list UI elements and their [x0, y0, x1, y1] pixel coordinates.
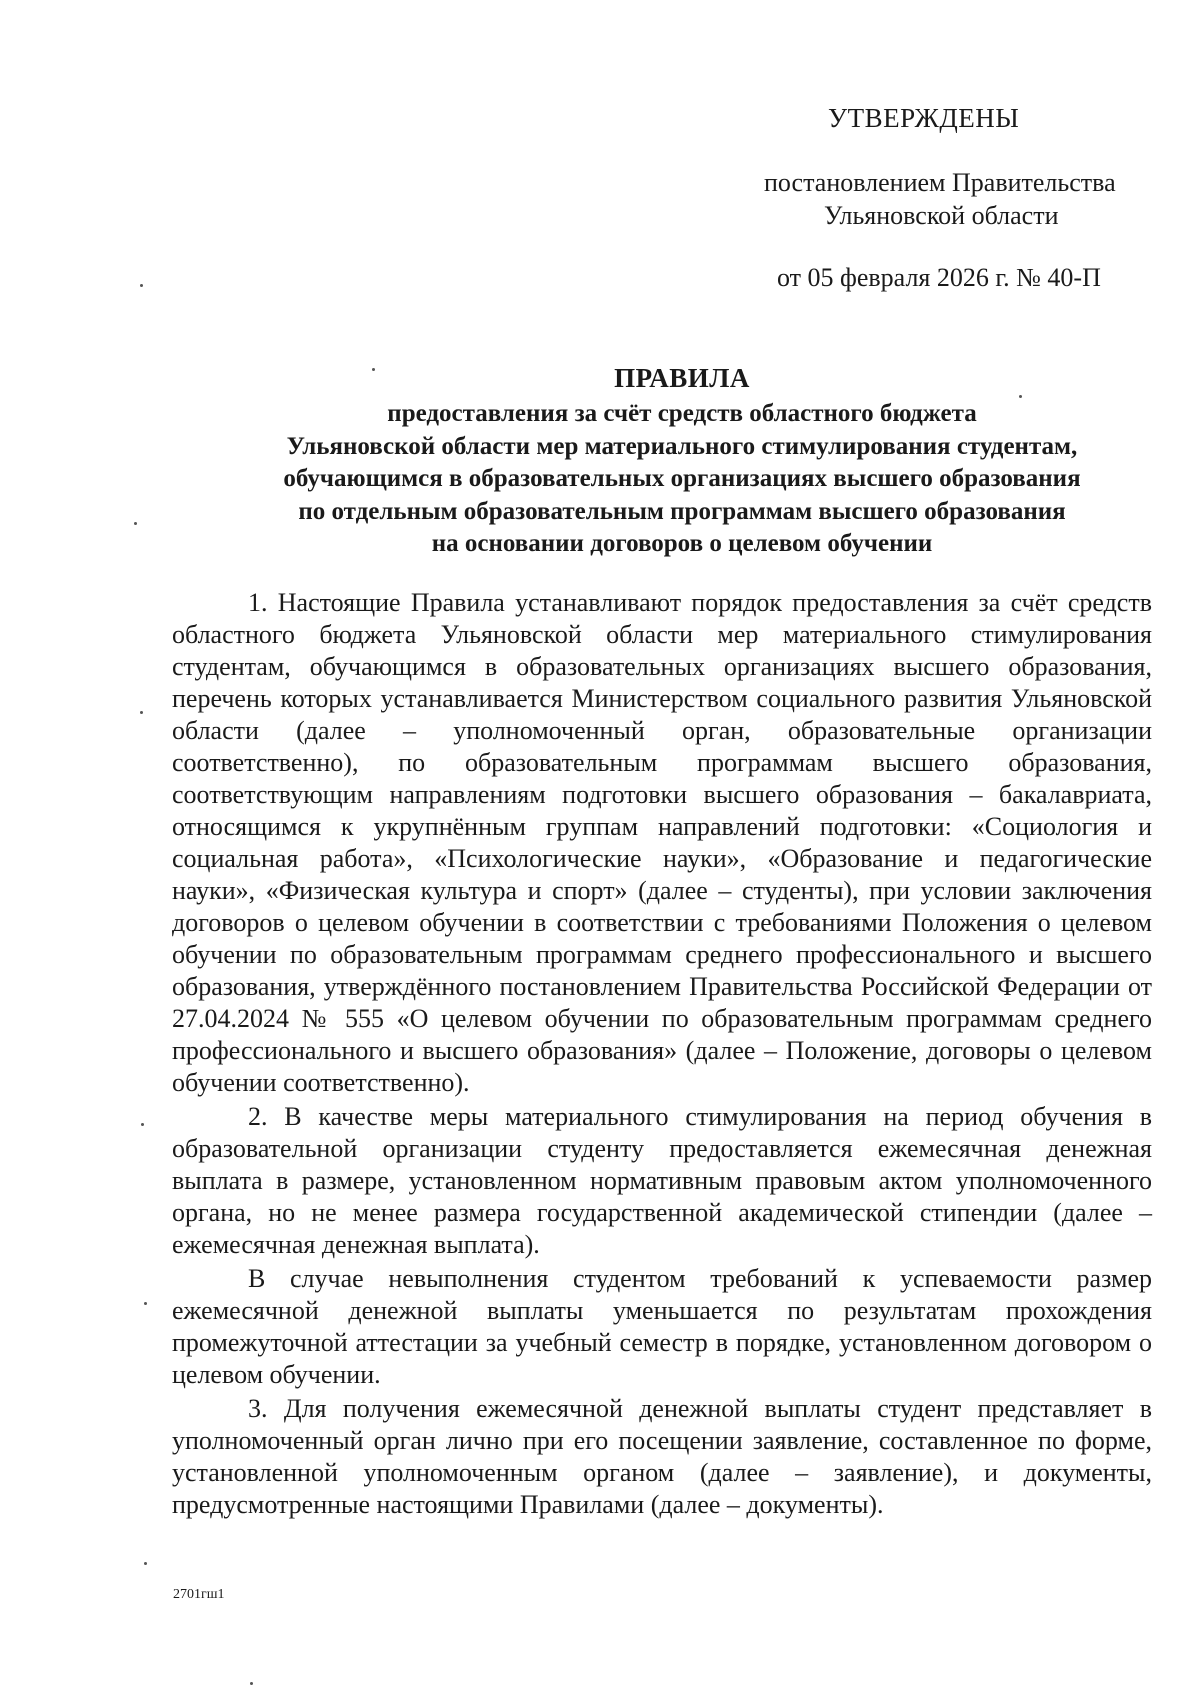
scan-speck	[144, 1562, 147, 1565]
approval-title: УТВЕРЖДЕНЫ	[828, 103, 1020, 133]
scan-speck	[250, 1682, 253, 1685]
subtitle-line: предоставления за счёт средств областного бюджета	[387, 400, 977, 427]
approval-line-2: Ульяновской области	[824, 201, 1059, 230]
scan-speck	[140, 711, 143, 714]
subtitle-line: по отдельным образовательным программам высшего образования	[298, 497, 1066, 525]
scan-speck	[144, 1302, 147, 1305]
paragraph-2: 2. В качестве меры материального стимулирования на период обучения в образовательной организации студенту предоставляется ежемесячная денежная выплата в размере, установленном нормативным правовым актом уполномоченного органа, но не менее размера государственной академической стипендии (далее – ежемесячная денежная выплата).	[172, 1102, 1152, 1259]
approval-date: от 05 февраля 2026 г. № 40-П	[777, 263, 1101, 292]
approval-line-1: постановлением Правительства	[764, 168, 1116, 197]
scan-speck	[372, 368, 375, 371]
scan-speck	[134, 522, 137, 525]
document-code: 2701гш1	[173, 1587, 225, 1602]
paragraph-2-continuation: В случае невыполнения студентом требований к успеваемости размер ежемесячной денежной выплаты уменьшается по результатам прохождения промежуточной аттестации за учебный семестр в порядке, установленном договором о целевом обучении.	[172, 1264, 1152, 1389]
scan-speck	[141, 1123, 144, 1126]
document-title: ПРАВИЛА	[614, 363, 750, 393]
subtitle-line: Ульяновской области мер материального стимулирования студентам,	[286, 432, 1078, 460]
subtitle-line: обучающимся в образовательных организациях высшего образования	[283, 465, 1081, 492]
paragraph-1: 1. Настоящие Правила устанавливают порядок предоставления за счёт средств областного бюджета Ульяновской области мер материального стимулирования студентам, обучающимся в образовательных организациях высшего образования, перечень которых устанавливается Министерством социального развития Ульяновской области (далее – уполномоченный орган, образовательные организации соответственно), по образовательным программам высшего образования, соответствующим направлениям подготовки высшего образования – бакалавриата, относящимся к укрупнённым группам направлений подготовки: «Социология и социальная работа», «Психологические науки», «Образование и педагогические науки», «Физическая культура и спорт» (далее – студенты), при условии заключения договоров о целевом обучении в соответствии с требованиями Положения о целевом обучении по образовательным программам среднего профессионального и высшего образования, утверждённого постановлением Правительства Российской Федерации от 27.04.2024 № 555 «О целевом обучении по образовательным программам среднего профессионального и высшего образования» (далее – Положение, договоры о целевом обучении соответственно).	[172, 588, 1152, 1097]
subtitle-line: на основании договоров о целевом обучении	[431, 530, 933, 557]
document-subtitle	[170, 398, 1194, 561]
paragraph-3: 3. Для получения ежемесячной денежной выплаты студент представляет в уполномоченный орган лично при его посещении заявление, составленное по форме, установленной уполномоченным органом (далее – заявление), и документы, предусмотренные настоящими Правилами (далее – документы).	[172, 1394, 1152, 1519]
scan-speck	[1019, 395, 1022, 398]
scan-speck	[140, 284, 143, 287]
document-body	[172, 587, 1152, 1521]
